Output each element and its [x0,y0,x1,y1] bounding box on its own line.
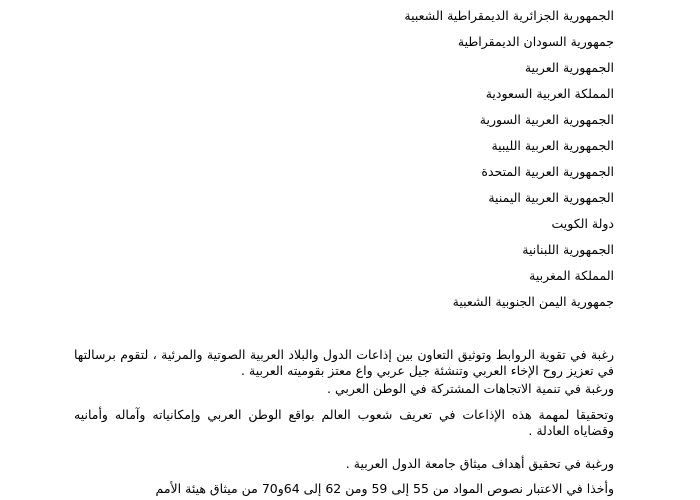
country-line: الجمهورية العربية الليبية [491,138,614,153]
country-line: الجمهورية العربية اليمنية [488,190,614,205]
preamble-paragraph: ورغبة في تحقيق أهداف ميثاق جامعة الدول العربية . [345,456,614,471]
country-line: المملكة العربية السعودية [485,86,614,101]
country-line: الجمهورية العربية [524,60,614,75]
country-line: الجمهورية اللبنانية [522,242,614,257]
country-line: المملكة المغربية [529,268,614,283]
country-line: جمهورية السودان الديمقراطية [457,34,614,49]
preamble-paragraph: وتحقيقا لمهمة هذه الإذاعات في تعريف شعوب العالم بواقع الوطن العربي وإمكانياته وآماله وأمانيه وقضاياه العادلة . [74,407,614,438]
country-line: دولة الكويت [551,216,614,231]
preamble-paragraph: رغبة في تقوية الروابط وتوثيق التعاون بين إذاعات الدول والبلاد العربية الصوتية والمرئية ، لتقوم برسالتها في تعزيز روح الإخاء العربي وتنشئة جيل عربي واع معتز بقوميته العربية . [74,347,614,378]
preamble-paragraph: وأخذا في الاعتبار نصوص المواد من 55 إلى 59 ومن 62 إلى 64و70 من ميثاق هيئة الأمم [155,481,614,496]
country-line: الجمهورية العربية المتحدة [481,164,614,179]
country-line: الجمهورية الجزائرية الديمقراطية الشعبية [404,8,614,23]
country-line: جمهورية اليمن الجنوبية الشعبية [452,294,614,309]
preamble-paragraph: ورغبة في تنمية الاتجاهات المشتركة في الوطن العربي . [327,381,614,396]
country-line: الجمهورية العربية السورية [479,112,614,127]
